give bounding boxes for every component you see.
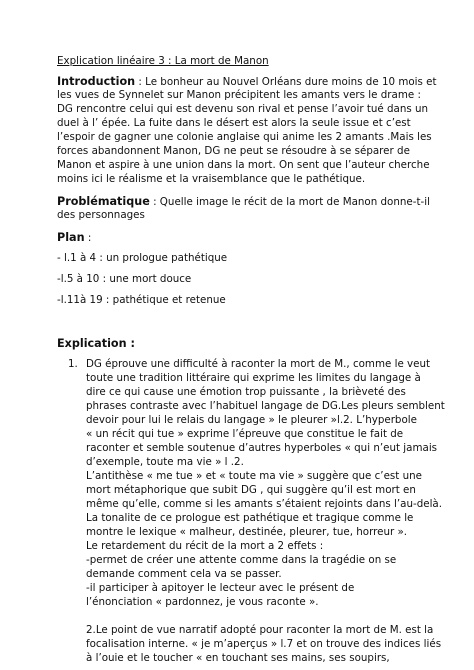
item1-line-5: devoir pour lui le relais du langage » le pleurer »l.2. L’hyperbole — [86, 414, 417, 426]
item1-line-11: même qu’elle, comme si les amants s’étaient rejoints dans l’au-delà. — [86, 498, 443, 510]
item1-line-8: d’exemple, toute ma vie » l .2. — [86, 456, 244, 468]
item1-line-13: montre le lexique « malheur, destinée, pleurer, tue, horreur ». — [86, 526, 408, 538]
intro-line-5: l’espoir de gagner une colonie anglaise qui anime les 2 amants .Mais les — [57, 131, 432, 143]
document-title: Explication linéaire 3 : La mort de Manon — [57, 55, 269, 67]
problematique-line-1 — [57, 195, 430, 209]
item2-line-3: à l’ouie et le toucher « en touchant ses mains, ses soupirs, — [86, 652, 390, 664]
item1-line-1: DG éprouve une difficulté à raconter la mort de M., comme le veut — [86, 358, 431, 370]
intro-line-3: DG rencontre celui qui est devenu son rival et pense l’avoir tué dans un — [57, 103, 429, 115]
item1-line-17: -il participer à apitoyer le lecteur avec le présent de — [86, 582, 355, 594]
item1-line-12: La tonalite de ce prologue est pathétique et tragique comme le — [86, 512, 414, 524]
item1-line-6: « un récit qui tue » exprime l’épreuve que constitue le fait de — [86, 428, 404, 440]
item1-line-9: L’antithèse « me tue » et « toute ma vie » suggère que c’est une — [86, 470, 422, 482]
item1-line-4: phrases contraste avec l’habituel langage de DG.Les pleurs semblent — [86, 400, 445, 412]
item1-line-18: l’énonciation « pardonnez, je vous raconte ». — [86, 596, 319, 608]
plan-heading: Plan — [57, 231, 85, 244]
intro-line-2: les vues de Synnelet sur Manon précipitent les amants vers le drame : — [57, 89, 421, 101]
intro-line-4: duel à l’ épée. La fuite dans le désert est alors la seule issue et c’est — [57, 117, 411, 129]
explication-heading: Explication : — [57, 337, 135, 350]
item2-line-1: 2.Le point de vue narratif adopté pour raconter la mort de M. est la — [86, 624, 434, 636]
intro-line-7: Manon et aspire à une union dans la mort. On sent que l’auteur cherche — [57, 159, 430, 171]
intro-line-1 — [57, 75, 437, 89]
item1-line-15: -permet de créer une attente comme dans la tragédie on se — [86, 554, 397, 566]
plan-item-2: -l.5 à 10 : une mort douce — [57, 273, 192, 285]
item1-line-16: demande comment cela va se passer. — [86, 568, 282, 580]
item1-line-2: toute une tradition littéraire qui exprime les limites du langage à — [86, 372, 421, 384]
item1-line-10: mort métaphorique que subit DG , qui suggère qu’il est mort en — [86, 484, 416, 496]
problematique-heading: Problématique — [57, 195, 150, 208]
item1-line-3: dire ce qui cause une émotion trop puissante , la brièveté des — [86, 386, 406, 398]
list-number-1: 1. — [68, 358, 78, 370]
item2-line-2: focalisation interne. « je m’aperçus » l.7 et on trouve des indices liés — [86, 638, 442, 650]
item1-line-14: Le retardement du récit de la mort a 2 effets : — [86, 540, 324, 552]
plan-colon: : — [84, 232, 92, 244]
item1-line-7: raconter et semble soutenue d’autres hyperboles « qui n’eut jamais — [86, 442, 438, 454]
plan-item-1: - l.1 à 4 : un prologue pathétique — [57, 252, 228, 264]
problematique-line-2: des personnages — [57, 209, 145, 221]
intro-text-1: : Le bonheur au Nouvel Orléans dure moins de 10 mois et — [135, 76, 437, 88]
intro-heading: Introduction — [57, 75, 136, 88]
intro-line-8: moins ici le réalisme et la vraisemblance que le pathétique. — [57, 173, 366, 185]
plan-heading-line — [57, 231, 91, 245]
plan-item-3: -l.11à 19 : pathétique et retenue — [57, 294, 226, 306]
intro-line-6: forces abandonnent Manon, DG ne peut se résoudre à se séparer de — [57, 145, 410, 157]
problematique-text-1: : Quelle image le récit de la mort de Manon donne-t-il — [149, 196, 430, 208]
